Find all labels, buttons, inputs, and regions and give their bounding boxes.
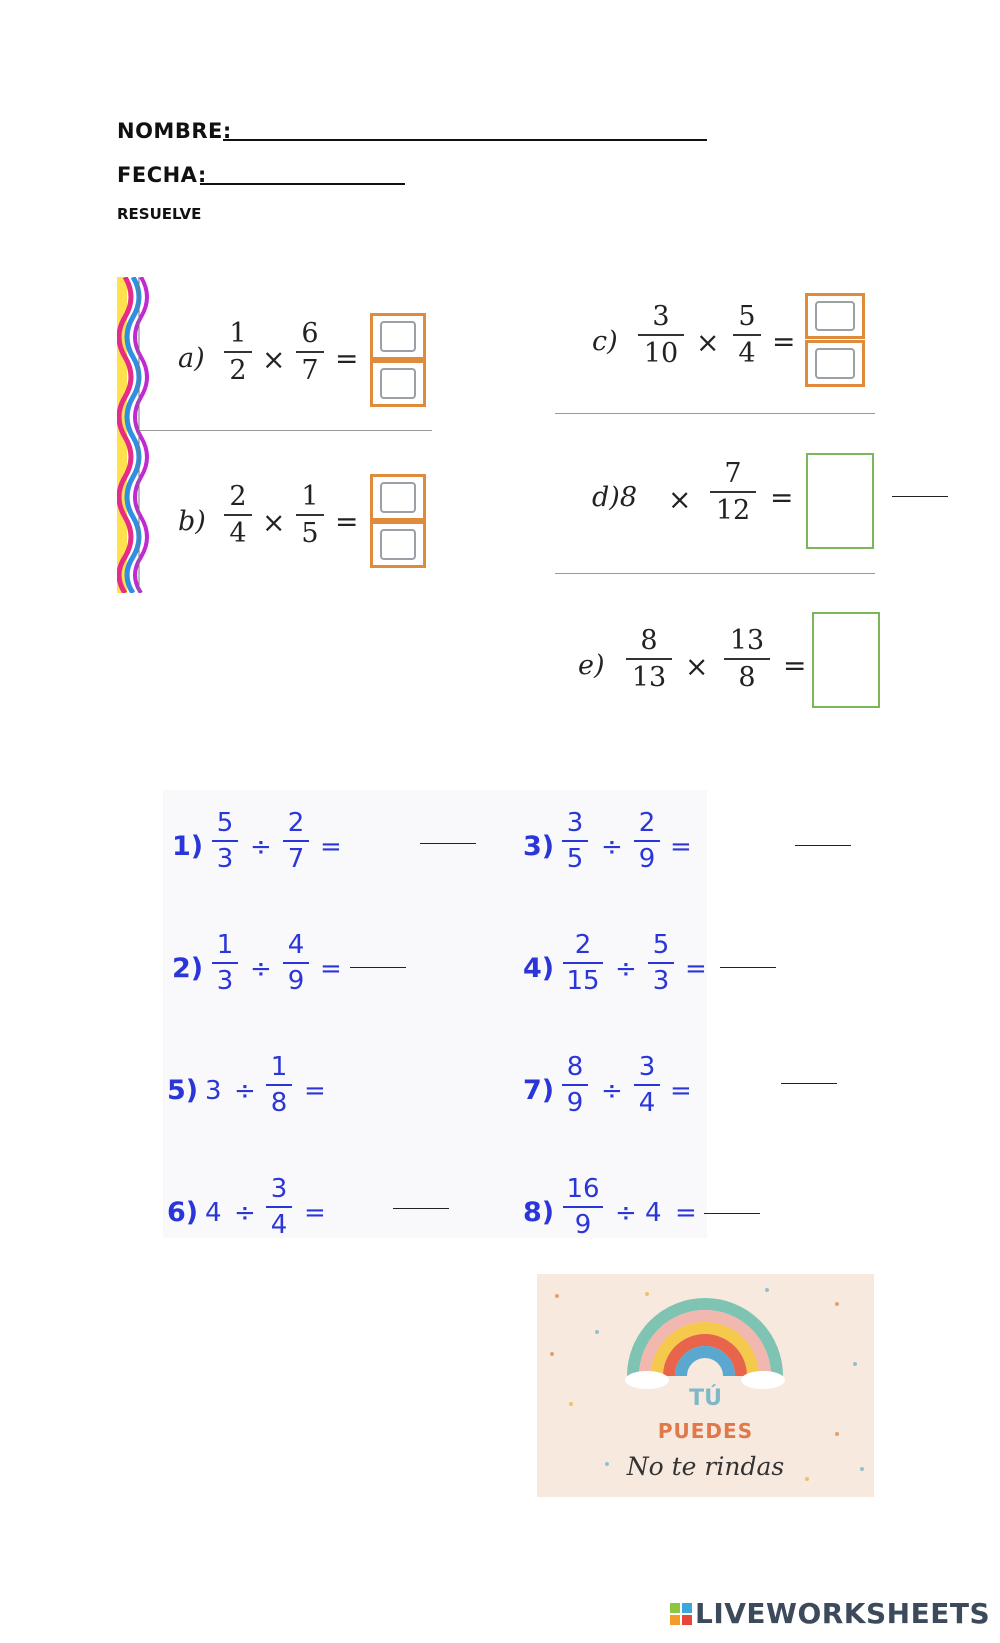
times-sign: ×	[696, 326, 720, 359]
answer-a-denominator-box[interactable]	[370, 360, 426, 407]
division-fraction: 4 9	[283, 932, 309, 994]
division-fraction: 2 15	[563, 932, 603, 994]
times-sign: ×	[262, 506, 286, 539]
equals-sign: =	[304, 1198, 326, 1228]
card-line-2: PUEDES	[657, 1419, 754, 1443]
answer-line[interactable]	[350, 967, 406, 968]
date-field[interactable]	[200, 183, 405, 185]
times-sign: ×	[668, 483, 692, 516]
date-label: FECHA:	[117, 163, 207, 187]
division-fraction: 16 9	[563, 1176, 603, 1238]
divide-sign: ÷	[601, 832, 623, 862]
answer-b-numerator-box[interactable]	[370, 474, 426, 521]
answer-b-denominator-box[interactable]	[370, 521, 426, 568]
answer-e-box[interactable]	[812, 612, 880, 708]
fraction-a1: 1 2	[224, 320, 252, 384]
answer-a-numerator-box[interactable]	[370, 313, 426, 360]
division-fraction: 2 7	[283, 810, 309, 872]
problem-number: 7)	[523, 1075, 555, 1106]
label-a: a)	[178, 343, 205, 374]
problem-number: 3)	[523, 831, 555, 862]
answer-line[interactable]	[420, 843, 476, 844]
problem-number: 8)	[523, 1197, 555, 1228]
fraction-e2: 13 8	[724, 627, 770, 691]
whole-number: 4	[205, 1198, 222, 1228]
instruction-text: RESUELVE	[117, 205, 202, 223]
fraction-e1: 8 13	[626, 627, 672, 691]
divide-sign: ÷	[234, 1198, 256, 1228]
equals-sign: =	[783, 649, 807, 682]
division-fraction: 1 8	[266, 1054, 292, 1116]
equals-sign: =	[685, 954, 707, 984]
label-b: b)	[178, 506, 206, 537]
equals-sign: =	[304, 1076, 326, 1106]
problem-number: 5)	[167, 1075, 199, 1106]
name-label: NOMBRE:	[117, 119, 232, 143]
answer-c-numerator-box[interactable]	[805, 293, 865, 339]
divide-sign: ÷	[250, 832, 272, 862]
equals-sign: =	[320, 954, 342, 984]
answer-line[interactable]	[704, 1213, 760, 1214]
liveworksheets-logo[interactable]: LIVEWORKSHEETS	[695, 1597, 991, 1630]
separator-line	[140, 430, 432, 431]
separator-line	[555, 413, 875, 414]
equals-sign: =	[675, 1198, 697, 1228]
label-c: c)	[592, 326, 618, 357]
division-fraction: 1 3	[212, 932, 238, 994]
label-e: e)	[578, 650, 605, 681]
answer-line[interactable]	[393, 1208, 449, 1209]
division-fraction: 5 3	[648, 932, 674, 994]
rainbow-icon	[625, 1294, 785, 1394]
problem-number: 4)	[523, 953, 555, 984]
answer-d-box[interactable]	[806, 453, 874, 549]
divide-sign: ÷	[615, 1198, 637, 1228]
division-fraction: 2 9	[634, 810, 660, 872]
card-line-1: TÚ	[689, 1386, 722, 1411]
times-sign: ×	[685, 650, 709, 683]
division-fraction: 5 3	[212, 810, 238, 872]
divide-sign: ÷	[250, 954, 272, 984]
times-sign: ×	[262, 343, 286, 376]
separator-line	[555, 573, 875, 574]
motivation-card	[537, 1274, 874, 1497]
equals-sign: =	[770, 481, 794, 514]
division-fraction: 8 9	[562, 1054, 588, 1116]
problem-number: 2)	[172, 953, 204, 984]
fraction-c1: 3 10	[638, 303, 684, 367]
division-fraction: 3 5	[562, 810, 588, 872]
problem-number: 6)	[167, 1197, 199, 1228]
fraction-d2: 7 12	[710, 460, 756, 524]
answer-line[interactable]	[781, 1083, 837, 1084]
name-field[interactable]	[223, 139, 707, 141]
equals-sign: =	[670, 832, 692, 862]
answer-c-denominator-box[interactable]	[805, 340, 865, 387]
wavy-border-decoration	[117, 277, 161, 593]
answer-line[interactable]	[720, 967, 776, 968]
equals-sign: =	[670, 1076, 692, 1106]
liveworksheets-logo-icon	[670, 1603, 694, 1627]
fraction-b1: 2 4	[224, 483, 252, 547]
equals-sign: =	[320, 832, 342, 862]
answer-line[interactable]	[892, 496, 948, 497]
problem-number: 1)	[172, 831, 204, 862]
label-d: d)8	[592, 482, 637, 513]
answer-line[interactable]	[795, 845, 851, 846]
divide-sign: ÷	[234, 1076, 256, 1106]
fraction-a2: 6 7	[296, 320, 324, 384]
fraction-c2: 5 4	[733, 303, 761, 367]
division-fraction: 3 4	[634, 1054, 660, 1116]
division-fraction: 3 4	[266, 1176, 292, 1238]
fraction-b2: 1 5	[296, 483, 324, 547]
card-line-3: No te rindas	[626, 1452, 785, 1481]
divide-sign: ÷	[601, 1076, 623, 1106]
equals-sign: =	[772, 325, 796, 358]
whole-number: 3	[205, 1076, 222, 1106]
whole-number: 4	[645, 1198, 662, 1228]
equals-sign: =	[335, 342, 359, 375]
equals-sign: =	[335, 505, 359, 538]
division-panel	[163, 790, 707, 1238]
divide-sign: ÷	[615, 954, 637, 984]
